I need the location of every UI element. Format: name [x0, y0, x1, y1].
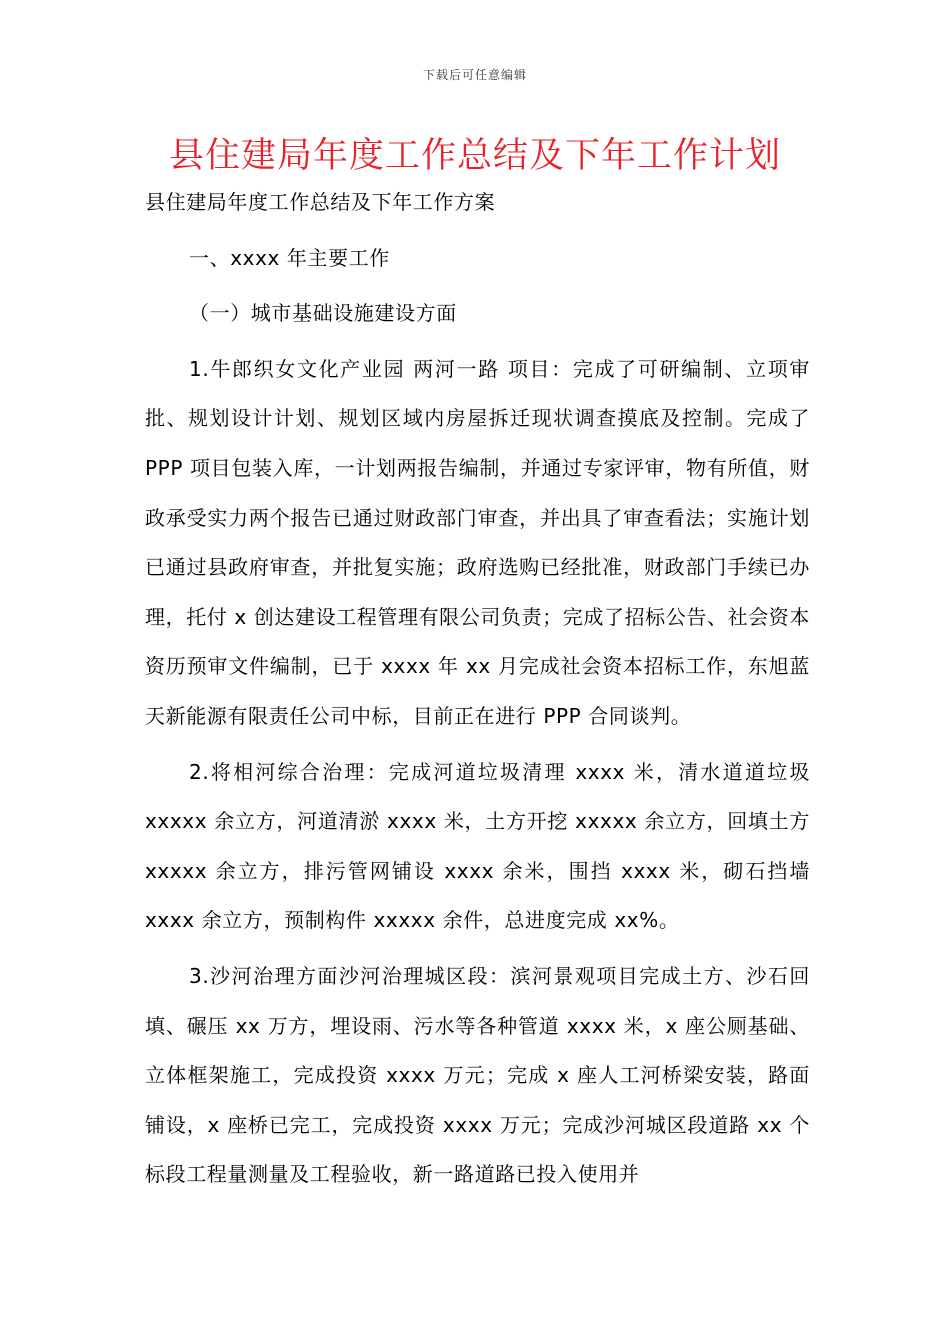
document-subtitle: 县住建局年度工作总结及下年工作方案 [145, 190, 496, 214]
subsection-heading: （一）城市基础设施建设方面 [189, 301, 457, 326]
header-note: 下载后可任意编辑 [422, 68, 527, 82]
section-heading: 一、xxxx 年主要工作 [189, 245, 390, 270]
document-body [145, 178, 810, 1206]
document-title: 县住建局年度工作总结及下年工作计划 [168, 136, 781, 176]
paragraph-2: 2.将相河综合治理：完成河道垃圾清理 xxxx 米，清水道道垃圾 xxxxx 余立方，河道清淤 xxxx 米，土方开挖 xxxxx 余立方，回填土方 xxxxx 余立方，排污管网铺设 xxxx 余米，围挡 xxxx 米，砌石挡墙 xxxx 余立方，预制构件 xxxxx 余件，总进度完成 xx%。 [145, 759, 810, 933]
paragraph-3: 3.沙河治理方面沙河治理城区段：滨河景观项目完成土方、沙石回填、碾压 xx 万方，埋设雨、污水等各种管道 xxxx 米，x 座公厕基础、立体框架施工，完成投资 xxxx 万元；完成 x 座人工河桥梁安装，路面铺设，x 座桥已完工，完成投资 xxxx 万元；完成沙河城区段道路 xx 个标段工程量测量及工程验收，新一路道路已投入使用并 [145, 963, 810, 1187]
paragraph-1: 1.牛郎织女文化产业园 两河一路 项目：完成了可研编制、立项审批、规划设计计划、规划区域内房屋拆迁现状调查摸底及控制。完成了 PPP 项目包装入库，一计划两报告编制，并通过专家评审，物有所值，财政承受实力两个报告已通过财政部门审查，并出具了审查看法；实施计划已通过县政府审查，并批复实施；政府选购已经批准，财政部门手续已办理，托付 x 创达建设工程管理有限公司负责；完成了招标公告、社会资本资历预审文件编制，已于 xxxx 年 xx 月完成社会资本招标工作，东旭蓝天新能源有限责任公司中标，目前正在进行 PPP 合同谈判。 [145, 356, 810, 728]
